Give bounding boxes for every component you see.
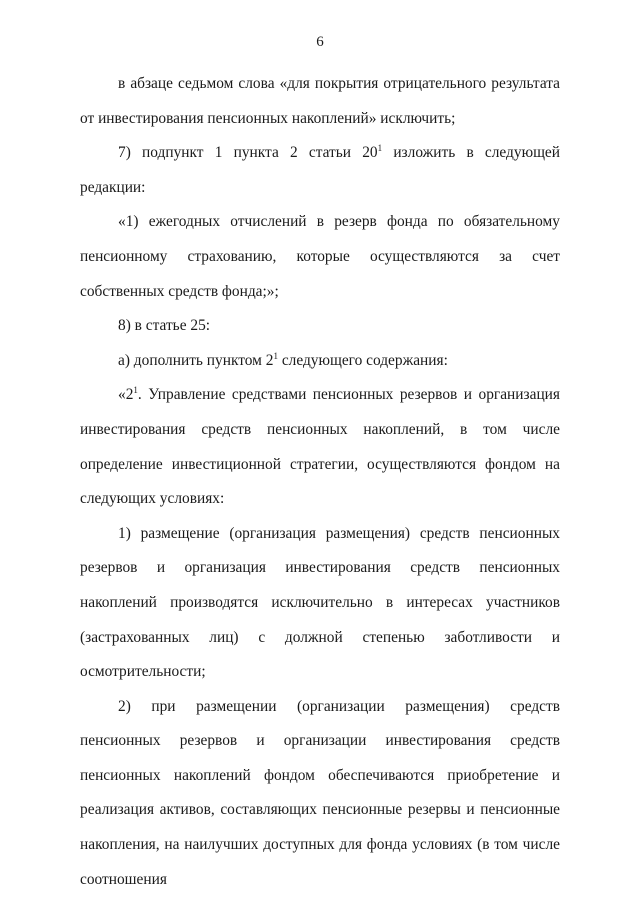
paragraph-condition-2: 2) при размещении (организации размещения) средств пенсионных резервов и организации инвестирования средств пенсионных накоплений фондом обеспечиваются приобретение и реализация активов, составляющих пенсионные резервы и пенсионные накопления, на наилучших доступных для фонда условиях (в том числе соотношения xyxy=(80,697,560,888)
paragraph-item-7: 7) подпункт 1 пункта 2 статьи $20^1$ изложить в следующей редакции: xyxy=(80,143,560,196)
superscript: 1 xyxy=(273,350,278,361)
paragraph-quote-item-1: «1) ежегодных отчислений в резерв фонда по обязательному пенсионному страхованию, которые осуществляются за счет собственных средств фонда;»; xyxy=(80,213,560,300)
page-number: 6 xyxy=(316,34,324,50)
paragraph-amend-abzac-7: в абзаце седьмом слова «для покрытия отрицательного результата от инвестирования пенсионных накоплений» исключить; xyxy=(80,75,560,127)
paragraph-item-8: 8) в статье 25: xyxy=(118,317,211,335)
superscript: 1 xyxy=(133,385,138,396)
paragraph-subitem-a: а) дополнить пунктом $2^1$ следующего содержания: xyxy=(118,350,448,369)
superscript: 1 xyxy=(377,143,383,154)
body-text xyxy=(80,67,560,897)
paragraph-condition-1: 1) размещение (организация размещения) средств пенсионных резервов и организация инвестирования средств пенсионных накоплений производятся исключительно в интересах участников (застрахованных лиц) с должной степенью заботливости и осмотрительности; xyxy=(80,524,560,681)
paragraph-point-2-1: «$2^1$. Управление средствами пенсионных резервов и организация инвестирования средств пенсионных накоплений, в том числе определение инвестиционной стратегии, осуществляются фондом на следующих условиях: xyxy=(80,385,560,508)
